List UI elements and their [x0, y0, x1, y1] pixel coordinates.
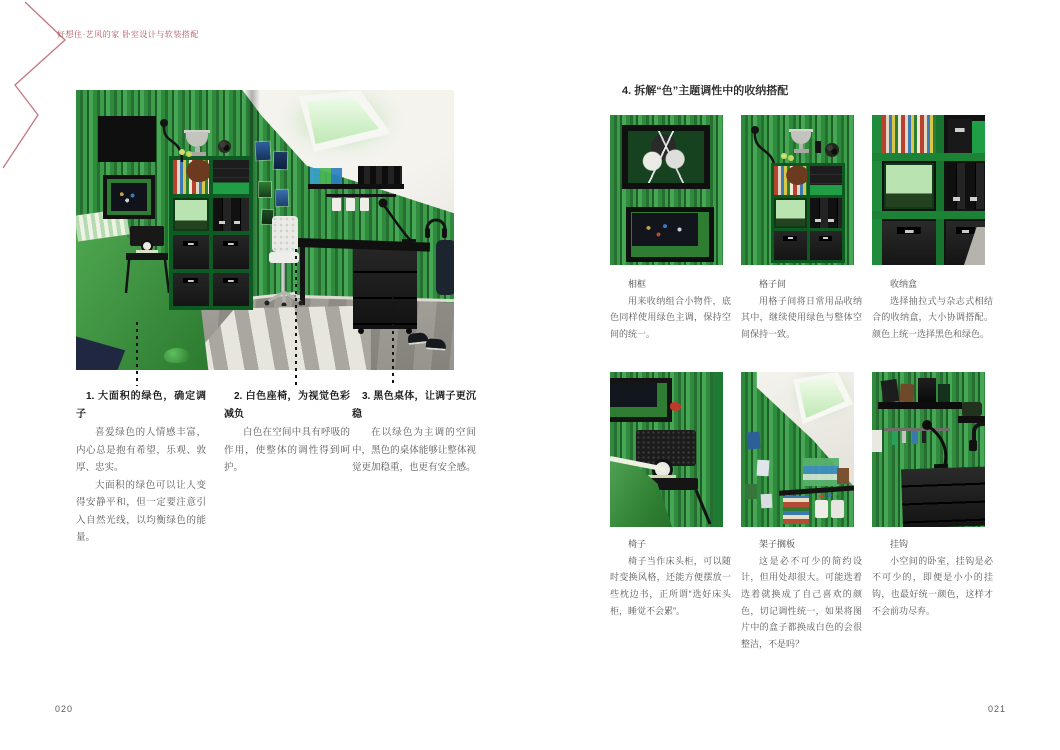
- wall-poster: [259, 182, 271, 197]
- photo-frames: [610, 115, 723, 265]
- note-white-chair: [224, 388, 350, 477]
- book-stack: [783, 496, 809, 524]
- shelf-frame-item: [938, 384, 950, 402]
- caption-hooks: [872, 536, 993, 619]
- desk-lamp: [376, 194, 418, 244]
- photo-cube-shelf: [741, 115, 854, 265]
- running-head: 好想住·艺风的家 卧室设计与软装搭配: [57, 30, 199, 39]
- caption-frames: [610, 276, 731, 343]
- framed-sneakers: [628, 131, 704, 183]
- zigzag-decoration: [0, 0, 72, 175]
- wall-poster: [274, 152, 288, 169]
- pen-cup: [360, 198, 369, 211]
- page-number-left: 020: [55, 704, 74, 714]
- green-shelving-unit: [771, 163, 845, 263]
- wall-frame: [610, 378, 672, 422]
- wall-frame-sneakers: [98, 116, 156, 162]
- tennis-ball: [179, 149, 185, 155]
- caption-text: 这是必不可少的简约设计，但用处却很大。可能选着选着就换成了自己喜欢的颜色，切记调性统一，如果将图片中的盒子都换成白色的会很整洁，不是吗？: [741, 555, 862, 649]
- caption-title: 格子间: [759, 279, 787, 289]
- note-title: 3. 黑色桌体，让调子更沉稳: [352, 391, 476, 420]
- wall-shelf-boxes: [310, 168, 342, 184]
- pen-cup: [815, 500, 828, 518]
- magazine-files: [946, 163, 985, 209]
- plastic-boxes: [803, 458, 839, 486]
- caption-title: 收纳盒: [890, 279, 918, 289]
- soccer-ball: [218, 140, 231, 153]
- wall-poster: [757, 460, 770, 477]
- black-drawer-unit: [901, 467, 985, 527]
- caption-shelf-board: [741, 536, 862, 652]
- black-cup: [815, 141, 821, 153]
- note-paragraph: 在以绿色为主调的空间中，黑色的桌体能够让整体视觉更加稳重，也更有安全感。: [352, 427, 476, 474]
- photo-storage-boxes: [872, 115, 985, 265]
- page-number-right: 021: [988, 704, 1007, 714]
- hanging-scissors: [892, 431, 897, 445]
- shelf-fabric-bin: [213, 273, 249, 307]
- note-black-desk: [352, 388, 476, 477]
- note-paragraph: 白色在空间中具有呼吸的作用，使整体的调性得到呵护。: [224, 427, 350, 474]
- fish-tank: [884, 163, 934, 209]
- caption-text: 小空间的卧室，挂钩是必不可少的，即便是小小的挂钩，也最好统一颜色，这样才不会前功尽弃。: [872, 555, 993, 616]
- wall-poster: [746, 432, 760, 450]
- shelf-fabric-bin: [213, 235, 249, 269]
- framed-photo: [610, 383, 657, 407]
- fabric-bin: [882, 221, 936, 265]
- office-chair-pole: [281, 263, 285, 293]
- shelf-fabric-bin: [810, 231, 843, 260]
- shelf-fish-tank: [173, 198, 209, 232]
- shelf-books: [173, 160, 209, 194]
- shelf-fabric-bin: [173, 235, 209, 269]
- trophy: [186, 132, 208, 147]
- main-bedroom-photo: [76, 90, 454, 370]
- wall-frame-team-photo: [103, 175, 155, 219]
- leader-line: [392, 296, 394, 386]
- shelf-frame: [872, 211, 985, 219]
- wall-frame-team-photo: [626, 207, 714, 262]
- note-green-tone: [76, 388, 206, 547]
- wall-poster: [761, 494, 773, 509]
- floating-shelf: [878, 402, 962, 409]
- black-drawer-unit: [353, 247, 417, 329]
- shelf-frame: [872, 115, 882, 265]
- caption-text: 用来收纳组合小物件，底色同样使用绿色主调，保持空间的统一。: [610, 295, 731, 339]
- shelf-frame-item: [899, 384, 914, 403]
- shelf-frame-item: [918, 378, 936, 402]
- caption-text: 用格子间将日常用品收纳其中，继续使用绿色与整体空间保持一致。: [741, 295, 862, 339]
- shelf-black-boxes: [810, 166, 843, 195]
- shelf-books: [774, 166, 807, 195]
- caption-storage-box: [872, 276, 993, 343]
- note-paragraph: 大面积的绿色可以让人变得安静平和，但一定要注意引入自然光线，以均衡绿色的能量。: [76, 479, 206, 544]
- cap-on-shelf: [962, 402, 982, 416]
- headphones: [424, 214, 448, 240]
- white-cup: [872, 430, 882, 452]
- pens: [817, 492, 845, 500]
- caption-title: 相框: [628, 279, 647, 289]
- photo-hooks-shelf: [872, 372, 985, 527]
- shelf-fish-tank: [774, 198, 807, 227]
- wall-shelf: [308, 184, 404, 189]
- team-photo: [111, 183, 147, 211]
- wall-poster: [276, 190, 289, 206]
- chair-nightstand: [124, 226, 170, 296]
- black-box: [948, 119, 972, 153]
- tennis-ball: [788, 155, 794, 161]
- wall-frame-sneakers: [622, 125, 710, 189]
- caption-cubbies: [741, 276, 862, 343]
- caption-chair: [610, 536, 731, 619]
- wall-poster: [256, 142, 271, 161]
- shelf-fabric-bin: [774, 231, 807, 260]
- soccer-ball: [825, 143, 839, 157]
- caption-text: 选择抽拉式与杂志式相结合的收纳盒，大小协调搭配。颜色上统一选择黑色和绿色。: [872, 295, 993, 339]
- shelf-frame-item: [881, 379, 900, 403]
- red-ornament: [670, 402, 681, 411]
- team-photo: [632, 213, 698, 246]
- white-office-chair: [272, 216, 298, 252]
- shelf-fabric-bin: [173, 273, 209, 307]
- caption-title: 椅子: [628, 539, 647, 549]
- shelf-magazine-files: [810, 198, 843, 227]
- green-toy: [164, 348, 190, 363]
- office-chair-base: [264, 290, 304, 306]
- note-title: 2. 白色座椅，为视觉色彩减负: [224, 391, 350, 420]
- wall-poster: [745, 484, 757, 499]
- pen-cup: [332, 198, 341, 211]
- trophy: [791, 131, 811, 144]
- shelf-books: [882, 115, 936, 153]
- backpack: [436, 240, 454, 295]
- tennis-ball: [781, 153, 787, 159]
- shelf-frame: [872, 153, 985, 161]
- shelf-frame: [936, 115, 944, 265]
- leader-line: [136, 322, 138, 386]
- note-paragraph: 喜爱绿色的人情感丰富，内心总是抱有希望，乐观、敦厚、忠实。: [76, 427, 206, 474]
- wall-shelf-files: [358, 166, 402, 184]
- gooseneck-lamp: [154, 116, 186, 162]
- leader-line: [295, 249, 297, 386]
- hanging-item: [902, 431, 906, 443]
- pen-cup: [831, 500, 844, 518]
- shelf-black-boxes: [213, 160, 249, 194]
- caption-title: 挂钩: [890, 539, 909, 549]
- pen-cup: [346, 198, 355, 211]
- small-frame: [837, 468, 849, 484]
- shelf-magazine-files: [213, 198, 249, 232]
- green-door-edge: [713, 372, 723, 527]
- lamp-base: [934, 464, 948, 468]
- caption-text: 椅子当作床头柜，可以随时变换风格，还能方便摆放一些枕边书，正所谓“选好床头柜，睡觉不会累”。: [610, 555, 731, 616]
- framed-sneakers: [103, 121, 151, 157]
- trophy: [794, 149, 809, 153]
- tennis-ball: [186, 151, 192, 157]
- headphone-pad: [969, 440, 977, 451]
- green-shelving-unit: [169, 156, 253, 310]
- photo-skylight-shelf: [741, 372, 854, 527]
- desk-lamp: [912, 418, 954, 470]
- photo-chair-nightstand: [610, 372, 723, 527]
- section-title: 4. 拆解“色”主题调性中的收纳搭配: [622, 85, 789, 97]
- caster-wheel: [358, 328, 364, 334]
- green-box: [972, 121, 985, 153]
- note-title: 1. 大面积的绿色，确定调子: [76, 391, 206, 420]
- caption-title: 架子搁板: [759, 539, 796, 549]
